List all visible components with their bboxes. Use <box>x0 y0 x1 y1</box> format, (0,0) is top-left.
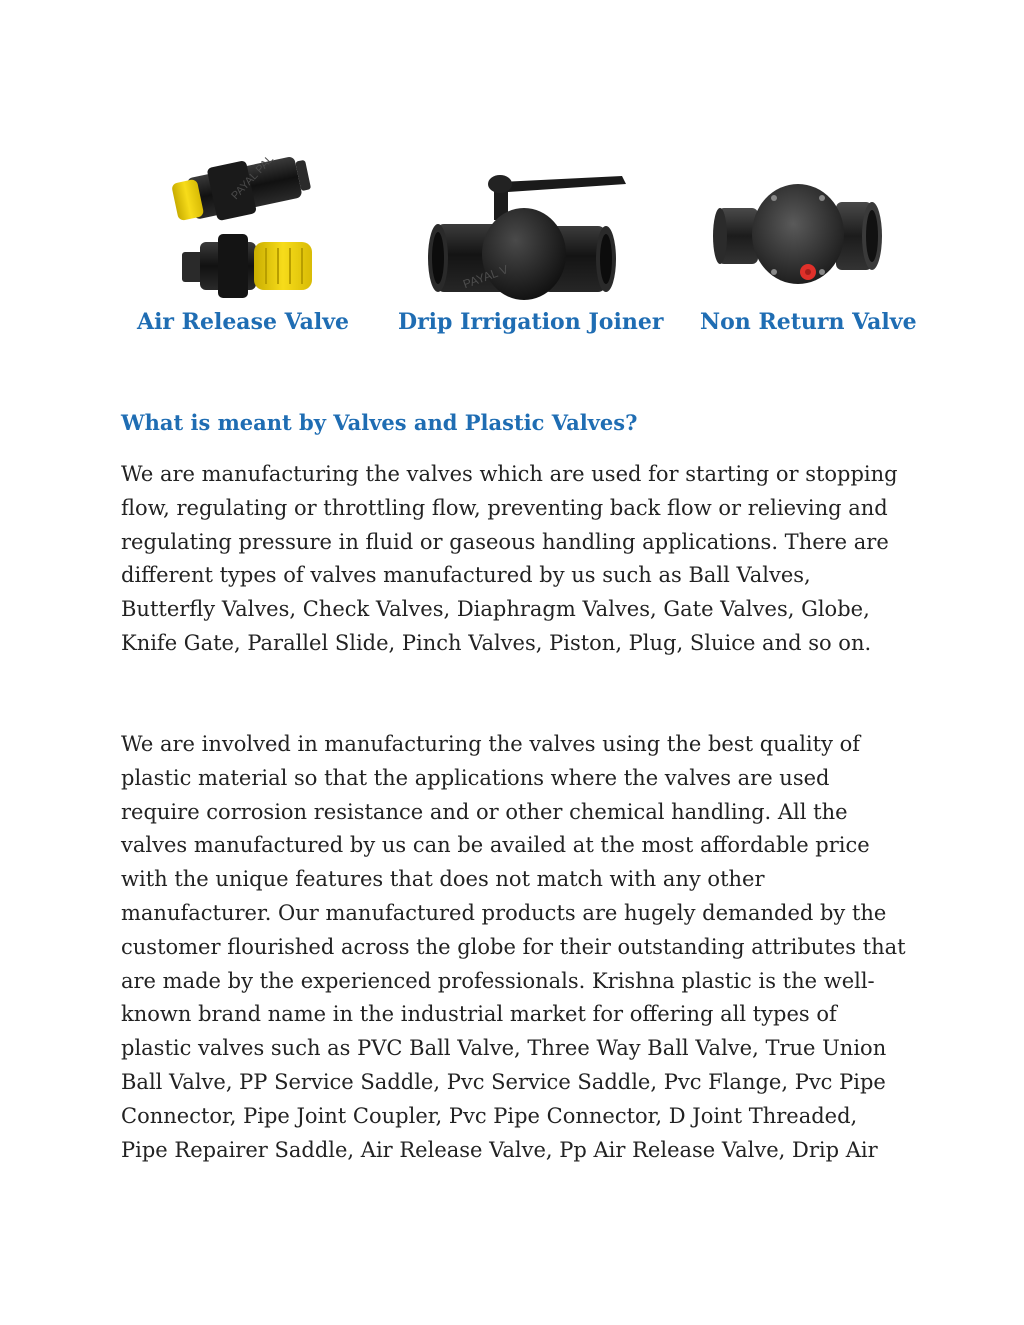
paragraph-line: manufacturer. Our manufactured products are hugely demanded by the <box>121 900 887 925</box>
paragraph-line: valves manufactured by us can be availed at the most affordable price <box>121 833 870 858</box>
section-heading: What is meant by Valves and Plastic Valves? <box>121 410 638 435</box>
product-caption-non-return-valve[interactable]: Non Return Valve <box>700 309 917 335</box>
product-caption-air-release-valve[interactable]: Air Release Valve <box>137 309 350 335</box>
paragraph-line: plastic material so that the applications where the valves are used <box>121 765 830 790</box>
paragraph-line: customer flourished across the globe for their outstanding attributes that <box>121 934 906 959</box>
paragraph-line: different types of valves manufactured by us such as Ball Valves, <box>121 563 811 588</box>
non-return-valve-icon <box>712 176 882 301</box>
paragraph-line: with the unique features that does not match with any other <box>121 867 765 892</box>
paragraph-line: are made by the experienced professionals. Krishna plastic is the well- <box>121 968 875 993</box>
paragraph-line: flow, regulating or throttling flow, preventing back flow or relieving and <box>121 495 888 520</box>
air-release-valve-icon <box>160 152 320 302</box>
watermark-text: PAYAL V <box>461 262 511 292</box>
air-release-valve-image <box>160 152 320 302</box>
drip-irrigation-joiner-image <box>422 162 632 302</box>
paragraph-line: Connector, Pipe Joint Coupler, Pvc Pipe Connector, D Joint Threaded, <box>121 1103 858 1128</box>
paragraph-line: Butterfly Valves, Check Valves, Diaphragm Valves, Gate Valves, Globe, <box>121 597 870 622</box>
paragraph-line: Pipe Repairer Saddle, Air Release Valve, Pp Air Release Valve, Drip Air <box>121 1137 878 1162</box>
paragraph-intro <box>121 458 921 661</box>
paragraph-line: plastic valves such as PVC Ball Valve, Three Way Ball Valve, True Union <box>121 1036 887 1061</box>
paragraph-manufacturing <box>121 728 921 1167</box>
paragraph-line: Knife Gate, Parallel Slide, Pinch Valves, Piston, Plug, Sluice and so on. <box>121 630 872 655</box>
ball-valve-joiner-icon <box>422 162 632 302</box>
paragraph-line: We are manufacturing the valves which are used for starting or stopping <box>121 462 898 486</box>
paragraph-line: regulating pressure in fluid or gaseous handling applications. There are <box>121 529 889 554</box>
watermark-text: PAYAL PAL <box>229 153 277 203</box>
paragraph-line: Ball Valve, PP Service Saddle, Pvc Service Saddle, Pvc Flange, Pvc Pipe <box>121 1069 886 1094</box>
non-return-valve-image <box>712 176 882 301</box>
paragraph-line: known brand name in the industrial market for offering all types of <box>121 1002 837 1027</box>
paragraph-line: We are involved in manufacturing the valves using the best quality of <box>121 732 861 756</box>
product-caption-drip-irrigation-joiner[interactable]: Drip Irrigation Joiner <box>398 309 664 335</box>
paragraph-line: require corrosion resistance and or other chemical handling. All the <box>121 799 848 824</box>
